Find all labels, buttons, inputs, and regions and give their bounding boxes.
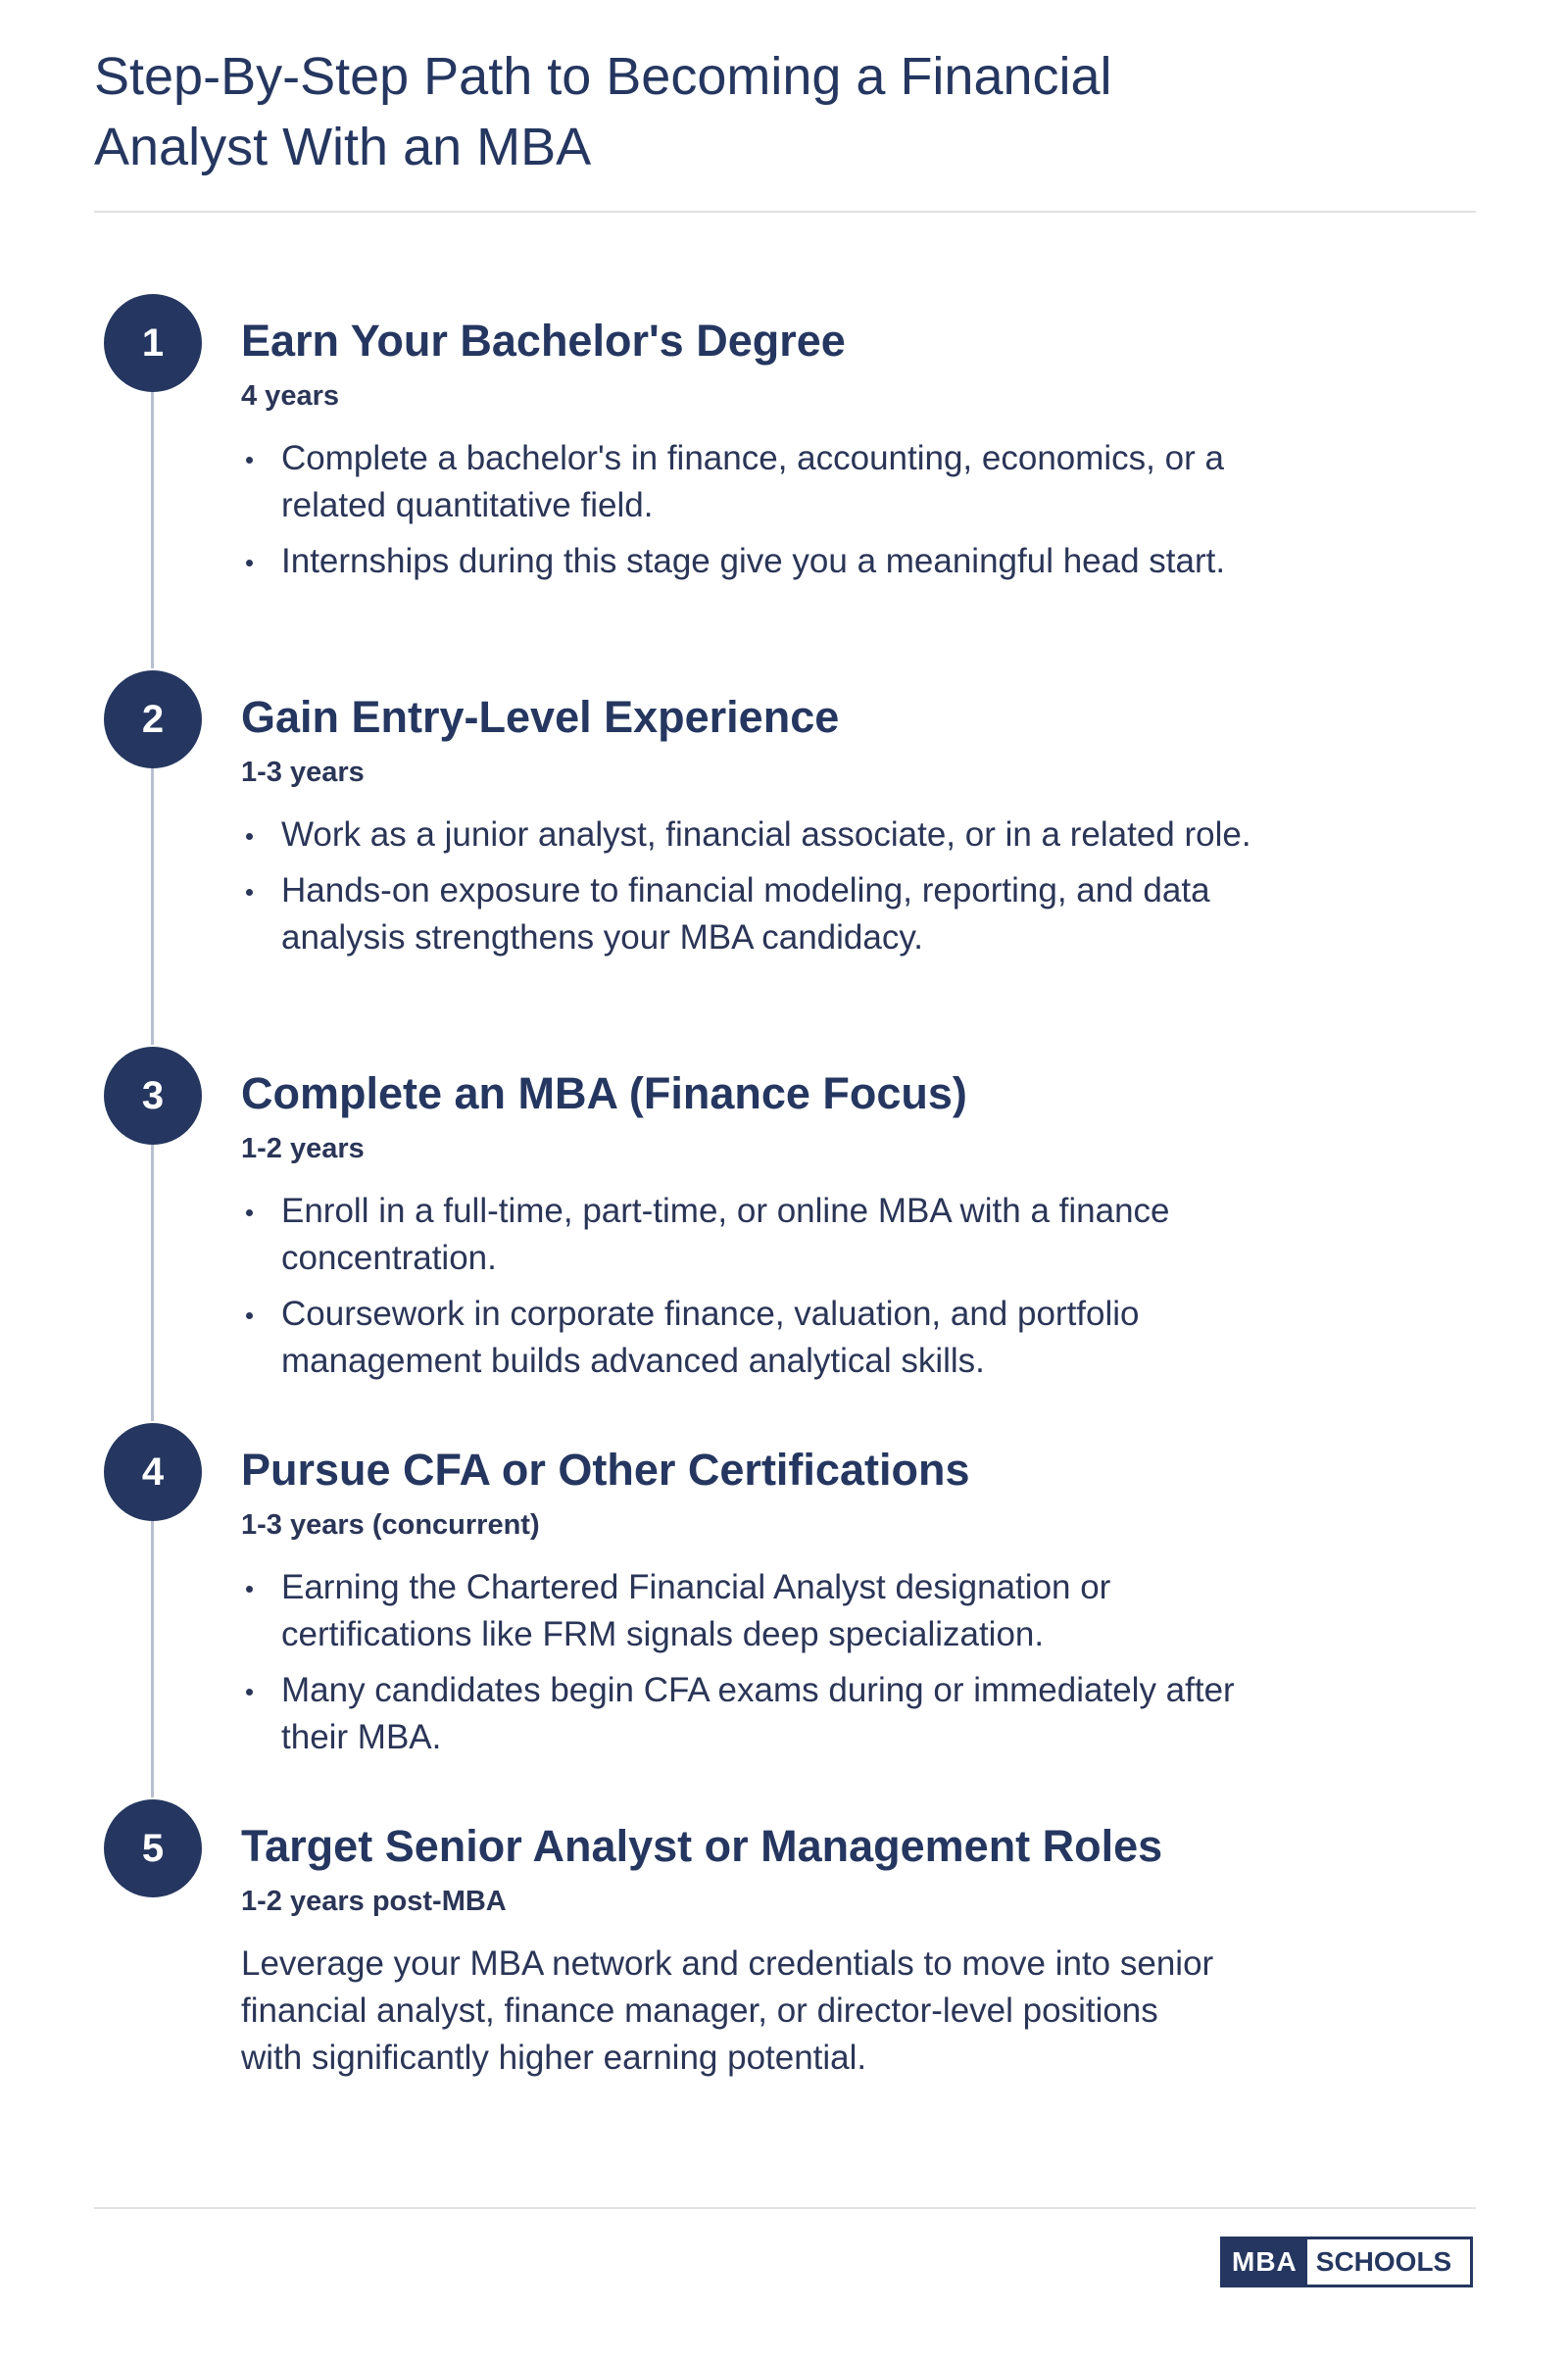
footer-divider <box>94 2207 1476 2209</box>
mba-schools-logo <box>1220 2237 1473 2287</box>
step-duration: 1-2 years <box>241 1133 365 1164</box>
step-number-badge: 3 <box>104 1047 202 1145</box>
step-duration: 1-3 years <box>241 757 365 788</box>
list-item: Complete a bachelor's in finance, accounting, economics, or a related quantitative field. <box>241 435 1260 529</box>
step-bullet-list <box>241 1188 1260 1394</box>
list-item: Coursework in corporate finance, valuation, and portfolio management builds advanced analytical skills. <box>241 1291 1260 1385</box>
timeline-connector <box>151 723 154 1045</box>
step-bullet-list <box>241 435 1260 594</box>
list-item: Hands-on exposure to financial modeling, reporting, and data analysis strengthens your MBA candidacy. <box>241 867 1260 961</box>
logo-mba-text: MBA <box>1223 2239 1307 2285</box>
step-duration: 1-3 years (concurrent) <box>241 1509 540 1541</box>
step-duration: 1-2 years post-MBA <box>241 1886 507 1917</box>
step-number-badge: 1 <box>104 294 202 392</box>
step-title: Earn Your Bachelor's Degree <box>241 316 846 366</box>
step-description: Leverage your MBA network and credentials to move into senior financial analyst, finance manager, or director-level positions with significantly higher earning potential. <box>241 1944 1214 2077</box>
logo-schools-text: SCHOOLS <box>1315 2246 1452 2277</box>
step-title: Target Senior Analyst or Management Roles <box>241 1821 1163 1871</box>
step-number-badge: 5 <box>104 1799 202 1897</box>
step-bullet-list <box>241 1564 1260 1770</box>
step-duration: 4 years <box>241 380 339 412</box>
timeline-connector <box>151 1476 154 1797</box>
step-title: Pursue CFA or Other Certifications <box>241 1445 970 1495</box>
list-item: Work as a junior analyst, financial associate, or in a related role. <box>241 811 1260 859</box>
step-bullet-list <box>241 811 1260 970</box>
list-item: Internships during this stage give you a meaningful head start. <box>241 538 1260 585</box>
list-item: Enroll in a full-time, part-time, or online MBA with a finance concentration. <box>241 1188 1260 1282</box>
step-title: Gain Entry-Level Experience <box>241 692 840 742</box>
timeline-connector <box>151 347 154 668</box>
step-title: Complete an MBA (Finance Focus) <box>241 1068 967 1118</box>
step-number-badge: 4 <box>104 1423 202 1521</box>
step-number-badge: 2 <box>104 670 202 768</box>
page-title: Step-By-Step Path to Becoming a Financial Analyst With an MBA <box>94 47 1112 176</box>
list-item: Many candidates begin CFA exams during or immediately after their MBA. <box>241 1667 1260 1761</box>
list-item: Earning the Chartered Financial Analyst designation or certifications like FRM signals deep specialization. <box>241 1564 1260 1658</box>
timeline-connector <box>151 1100 154 1421</box>
